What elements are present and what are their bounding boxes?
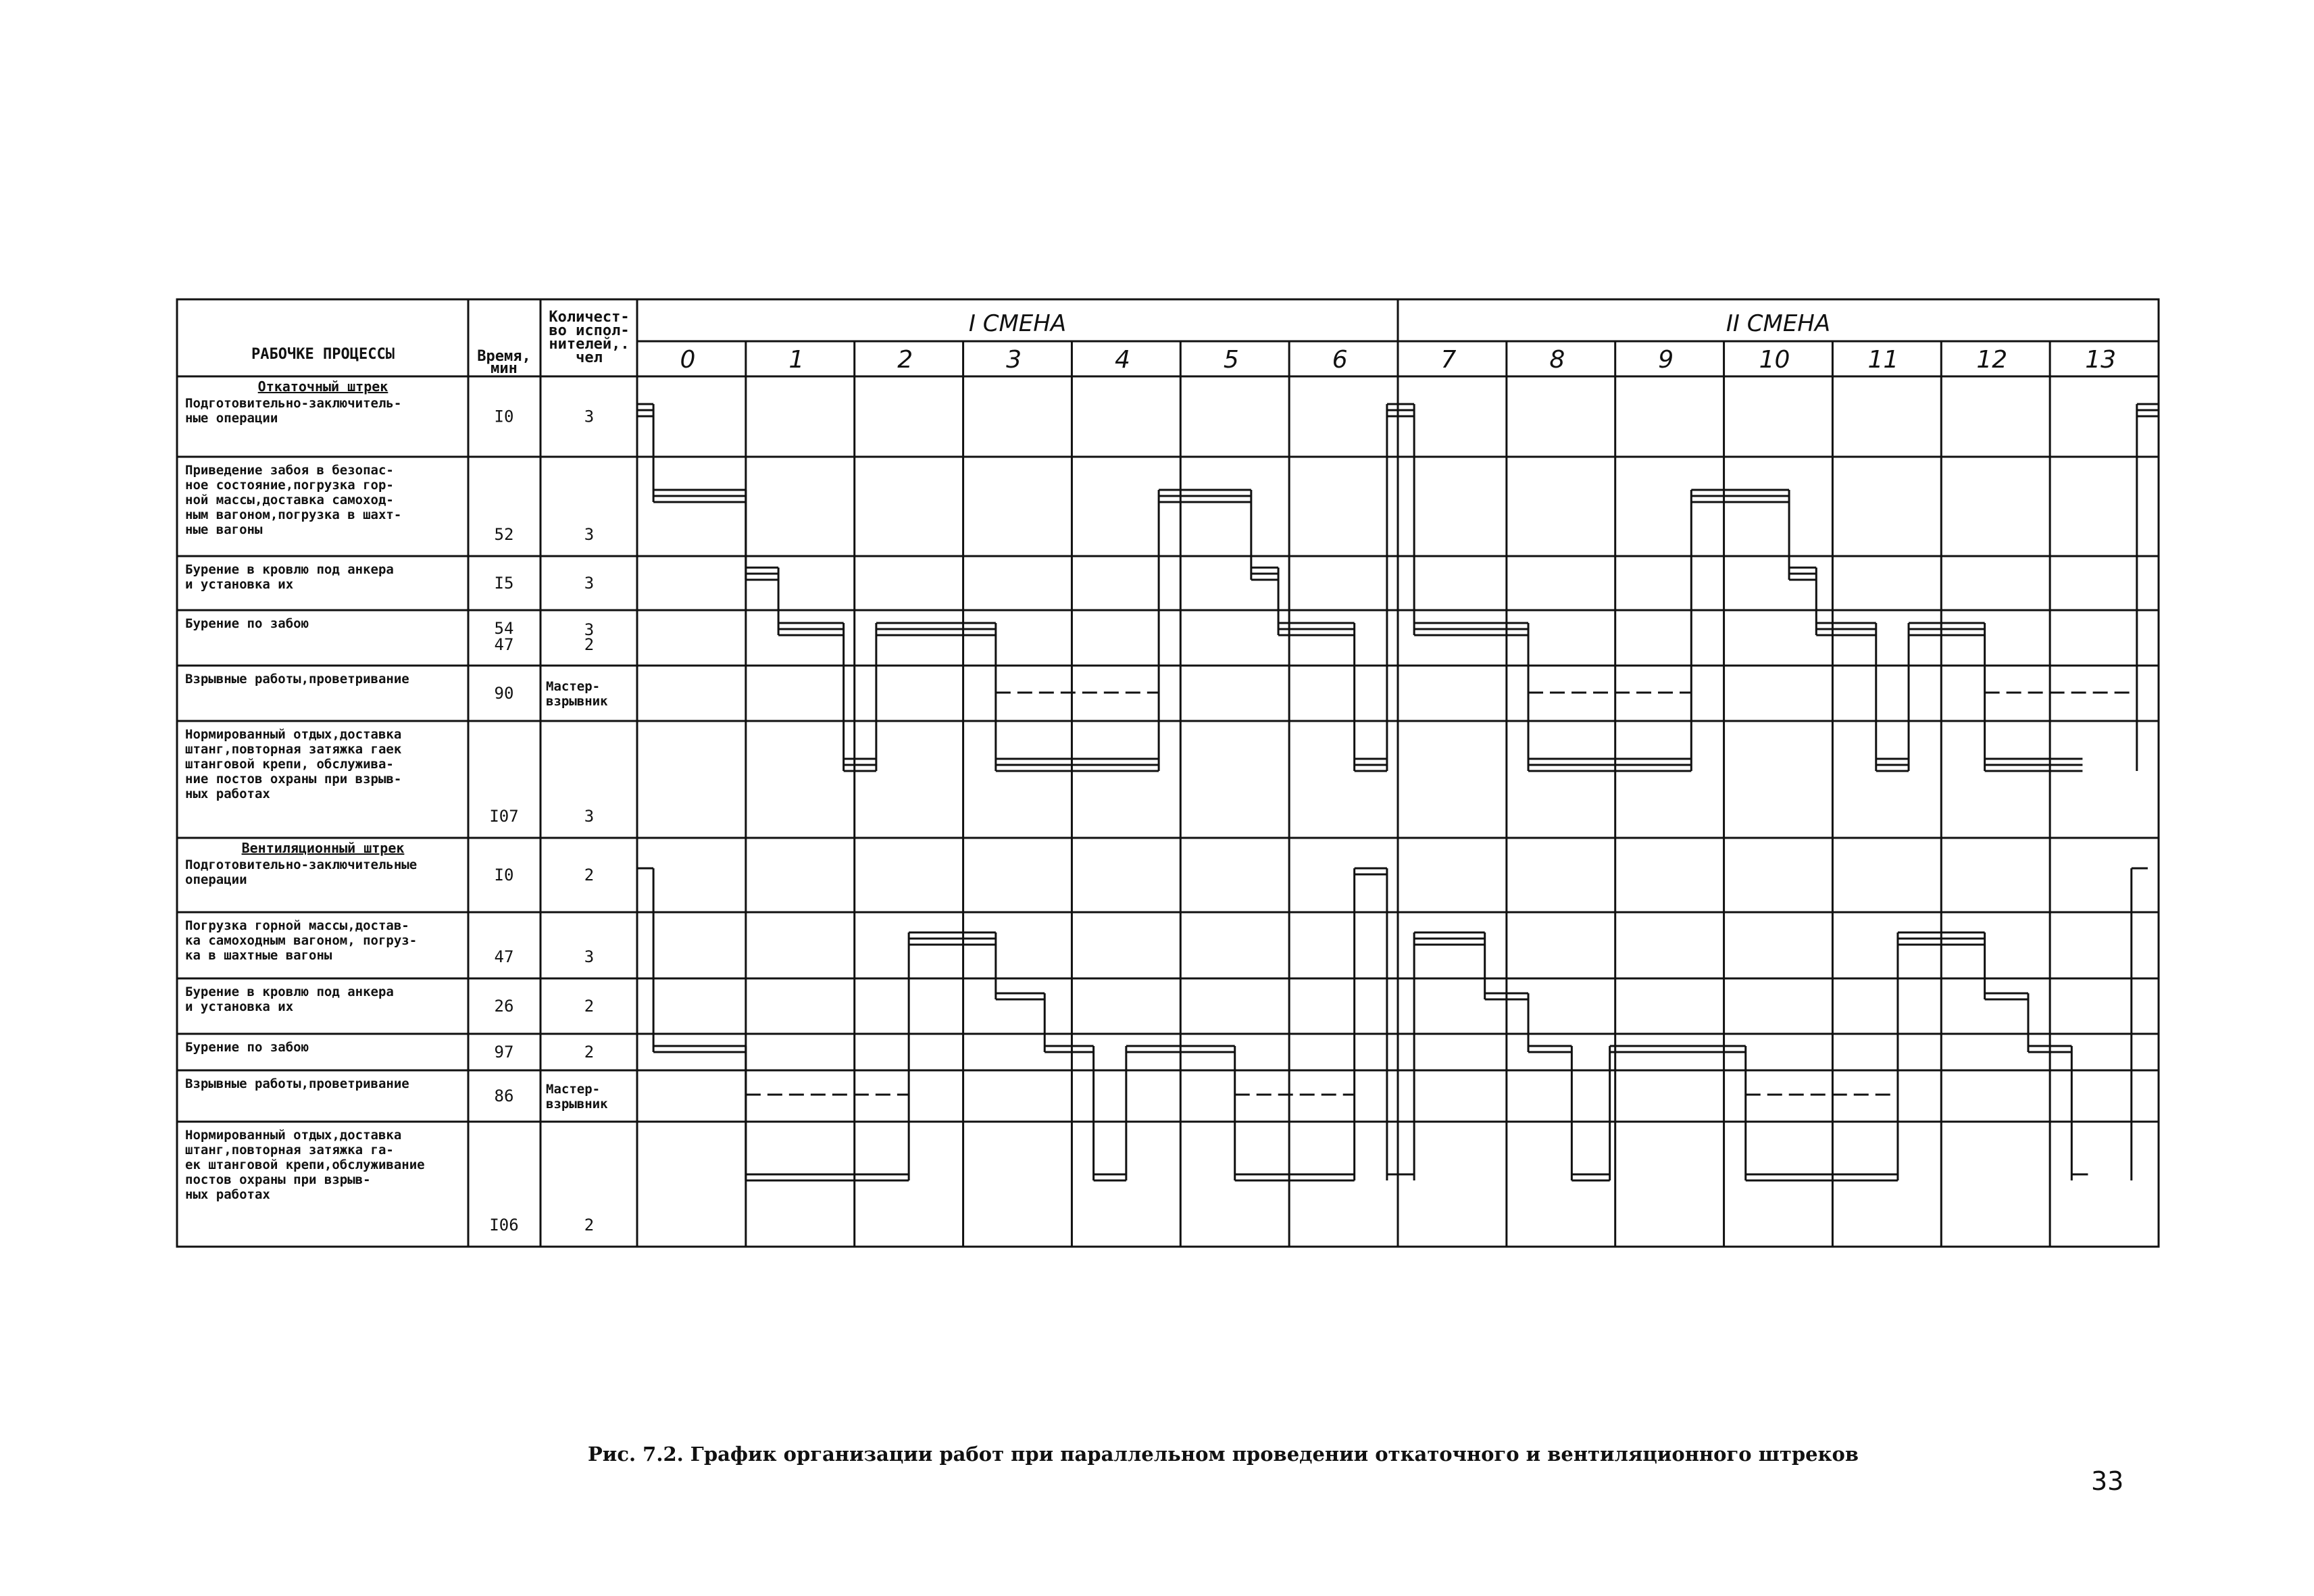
process-time: 26	[494, 997, 514, 1016]
process-name: Бурение в кровлю под анкера	[185, 984, 394, 999]
process-time: I5	[494, 574, 514, 593]
process-workers: 3	[584, 807, 595, 826]
process-workers: 3	[584, 620, 595, 639]
shift-1-label: I СМЕНА	[968, 310, 1067, 337]
table-frame	[177, 299, 2159, 1247]
hour-label: 8	[1549, 346, 1565, 374]
process-workers: 3	[584, 947, 595, 966]
process-workers: 2	[584, 1216, 595, 1235]
process-time: 54	[494, 619, 514, 638]
hour-label: 0	[680, 346, 696, 374]
process-time: 47	[494, 635, 514, 654]
process-time: 97	[494, 1043, 514, 1062]
hour-label: 3	[1006, 346, 1022, 374]
process-workers: 2	[584, 997, 595, 1016]
workers-header: Количест-	[549, 309, 630, 326]
hour-label: 9	[1658, 346, 1674, 374]
process-name: штанг,повторная затяжка гаек	[185, 742, 402, 757]
process-workers: Мастер-	[546, 679, 601, 694]
process-workers: 3	[584, 407, 595, 426]
page-number: 33	[2091, 1466, 2124, 1496]
workers-header: во испол-	[549, 322, 630, 339]
section-title: Вентиляционный штрек	[241, 840, 405, 856]
process-name: Подготовительно-заключитель-	[185, 396, 402, 411]
process-name: ние постов охраны при взрыв-	[185, 772, 402, 787]
process-name: ной массы,доставка самоход-	[185, 493, 394, 507]
process-name: и установка их	[185, 999, 294, 1014]
hour-label: 7	[1440, 346, 1457, 374]
figure-caption: Рис. 7.2. График организации работ при параллельном проведении откаточного и вентиляционного штреков	[588, 1443, 1859, 1466]
process-name: ка в шахтные вагоны	[185, 948, 332, 963]
hour-label: 4	[1114, 346, 1130, 374]
process-time: I06	[489, 1216, 519, 1235]
process-workers: 2	[584, 866, 595, 884]
process-name: ных работах	[185, 787, 270, 801]
process-time: I0	[494, 866, 514, 884]
process-name: постов охраны при взрыв-	[185, 1172, 371, 1187]
process-workers: Мастер-	[546, 1082, 601, 1097]
process-name: операции	[185, 872, 247, 887]
processes-header: РАБОЧКЕ ПРОЦЕССЫ	[251, 346, 395, 363]
hour-label: 1	[788, 346, 805, 374]
section-title: Откаточный штрек	[257, 378, 388, 395]
process-workers: 3	[584, 525, 595, 544]
process-time: I07	[489, 807, 519, 826]
process-name: Нормированный отдых,доставка	[185, 1128, 402, 1143]
process-name: Взрывные работы,проветривание	[185, 1076, 409, 1091]
process-name: Нормированный отдых,доставка	[185, 727, 402, 742]
process-name: ных работах	[185, 1187, 270, 1202]
hour-label: 11	[1867, 346, 1899, 374]
process-name: ка самоходным вагоном, погруз-	[185, 933, 418, 948]
time-header-unit: мин	[491, 360, 518, 377]
process-name: ное состояние,погрузка гор-	[185, 478, 394, 493]
process-name: и установка их	[185, 577, 294, 592]
hour-label: 6	[1332, 346, 1348, 374]
hour-label: 12	[1976, 346, 2008, 374]
process-workers: 2	[584, 635, 595, 654]
hour-label: 10	[1759, 346, 1790, 374]
process-name: штанг,повторная затяжка га-	[185, 1143, 394, 1157]
process-name: ным вагоном,погрузка в шахт-	[185, 507, 402, 522]
table-grid	[177, 299, 2159, 1247]
process-time: 86	[494, 1087, 514, 1105]
process-name: Бурение в кровлю под анкера	[185, 562, 394, 577]
process-name: Взрывные работы,проветривание	[185, 672, 409, 687]
process-name: Приведение забоя в безопас-	[185, 463, 394, 478]
process-workers: 2	[584, 1043, 595, 1062]
hour-label: 2	[897, 346, 913, 374]
process-name: Бурение по забою	[185, 1040, 309, 1055]
process-name: Бурение по забою	[185, 616, 309, 631]
hour-label: 5	[1223, 346, 1239, 374]
process-name: Подготовительно-заключительные	[185, 857, 418, 872]
process-name: Погрузка горной массы,достав-	[185, 918, 409, 933]
process-name: ные операции	[185, 411, 278, 426]
process-time: 52	[494, 525, 514, 544]
hour-label: 13	[2085, 346, 2117, 374]
process-name: ек штанговой крепи,обслуживание	[185, 1157, 425, 1172]
process-name: штанговой крепи, обслужива-	[185, 757, 394, 772]
process-workers: взрывник	[546, 1097, 608, 1112]
process-time: 47	[494, 947, 514, 966]
shift-2-label: II СМЕНА	[1726, 310, 1831, 337]
time-header: Время,	[477, 348, 531, 365]
process-name: ные вагоны	[185, 522, 263, 537]
process-time: I0	[494, 407, 514, 426]
process-workers: 3	[584, 574, 595, 593]
workers-header: чел	[576, 349, 603, 366]
process-time: 90	[494, 684, 514, 703]
workers-header: нителей,.	[549, 336, 630, 353]
process-workers: взрывник	[546, 694, 608, 709]
